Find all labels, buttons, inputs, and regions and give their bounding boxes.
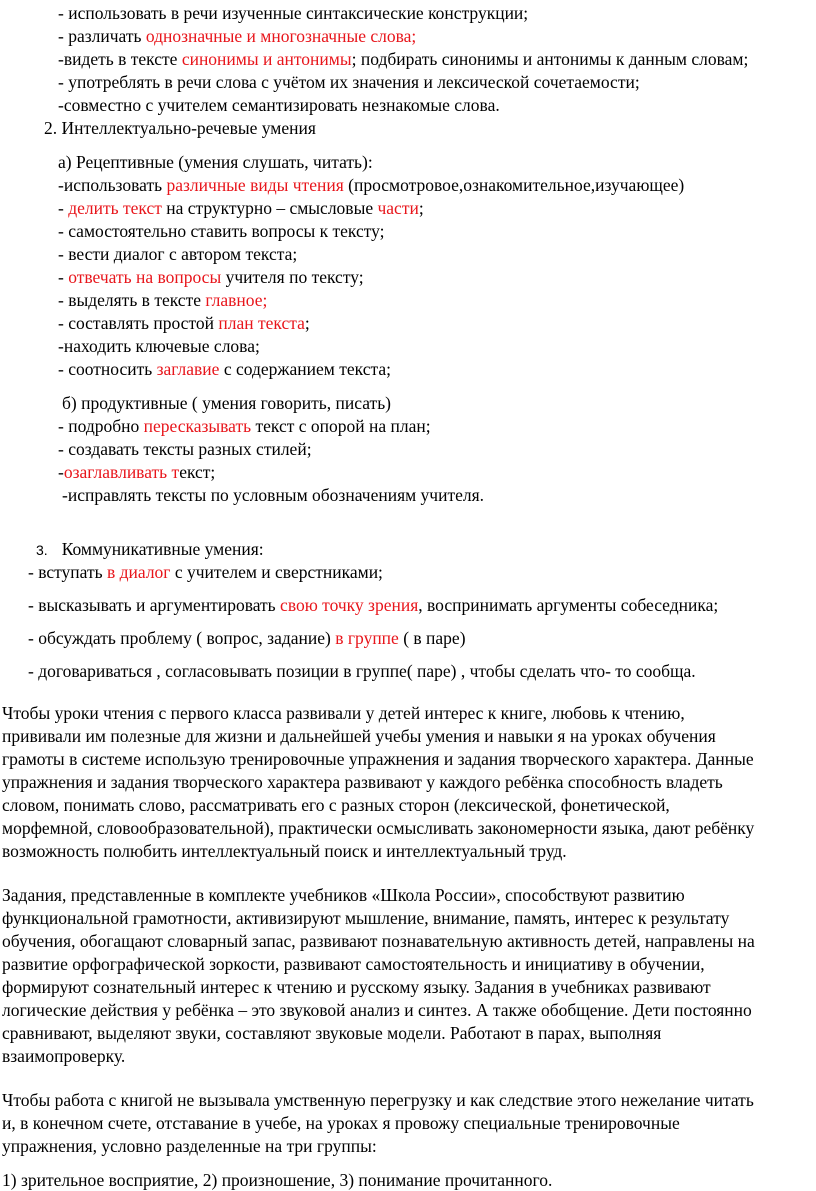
section-heading: 3. Коммуникативные умения: (36, 539, 264, 559)
list-item: - различать однозначные и многозначные слова; (58, 26, 417, 46)
list-item: -видеть в тексте синонимы и антонимы; подбирать синонимы и антонимы к данным словам; (58, 49, 749, 69)
highlight: различные виды чтения (166, 175, 344, 195)
list-item: - обсуждать проблему ( вопрос, задание) в группе ( в паре) (28, 628, 466, 648)
list-item: - создавать тексты разных стилей; (58, 439, 312, 459)
paragraph-line: формируют сознательный интерес к чтению и русскому языку. Задания в учебниках развивают (2, 977, 711, 997)
paragraph-line: и, в конечном счете, отставание в учебе, на уроках я провожу специальные тренировочные (2, 1113, 680, 1133)
highlight: заглавие (156, 359, 220, 379)
highlight: главное; (205, 290, 268, 310)
highlight: части (377, 198, 419, 218)
paragraph-line: сравнивают, выделяют звуки, составляют звуковые модели. Работают в парах, выполняя (2, 1023, 662, 1043)
list-item: - соотносить заглавие с содержанием текста; (58, 359, 391, 379)
highlight: озаглавливать т (63, 462, 180, 482)
list-item: - использовать в речи изученные синтаксические конструкции; (58, 3, 529, 23)
highlight: делить текст (68, 198, 162, 218)
paragraph-line: морфемной, словообразовательной), практически осмысливать закономерности языка, дают ребёнку (2, 818, 755, 838)
highlight: однозначные и многозначные слова; (145, 26, 417, 46)
paragraph-line: упражнения и задания творческого характера развивают у каждого ребёнка способность владеть (2, 772, 723, 792)
list-item: - употреблять в речи слова с учётом их значения и лексической сочетаемости; (58, 72, 640, 92)
section-heading: 2. Интеллектуально-речевые умения (44, 118, 316, 138)
paragraph-line: взаимопроверку. (2, 1046, 126, 1066)
paragraph-line: грамоты в системе использую тренировочные упражнения и задания творческого характера. Данные (2, 749, 754, 769)
paragraph-line: прививали им полезные для жизни и дальнейшей учебы умения и навыки я на уроках обучения (2, 726, 716, 746)
paragraph-line: Чтобы уроки чтения с первого класса развивали у детей интерес к книге, любовь к чтению, (2, 703, 685, 723)
list-item: -озаглавливать текст; (58, 462, 216, 482)
paragraph-line: упражнения, условно разделенные на три группы: (2, 1136, 377, 1156)
list-item: - высказывать и аргументировать свою точку зрения, воспринимать аргументы собеседника; (28, 595, 719, 615)
paragraph-line: логические действия у ребёнка – это звуковой анализ и синтез. А также обобщение. Дети постоянно (2, 1000, 752, 1020)
highlight: в диалог (106, 562, 171, 582)
paragraph-line: Задания, представленные в комплекте учебников «Школа России», способствуют развитию (2, 885, 685, 905)
subsection-heading: а) Рецептивные (умения слушать, читать): (58, 152, 373, 172)
highlight: свою точку зрения (280, 595, 419, 615)
list-item: - составлять простой план текста; (58, 313, 310, 333)
list-item: -исправлять тексты по условным обозначениям учителя. (62, 485, 485, 505)
paragraph-line: обучения, обогащают словарный запас, развивают познавательную активность детей, направлены на (2, 931, 755, 951)
list-item: - делить текст на структурно – смысловые части; (58, 198, 424, 218)
list-item: - подробно пересказывать текст с опорой на план; (58, 416, 431, 436)
list-item: - отвечать на вопросы учителя по тексту; (58, 267, 364, 287)
list-item: - договариваться , согласовывать позиции в группе( паре) , чтобы сделать что- то сообща. (28, 661, 696, 681)
highlight: план текста (218, 313, 305, 333)
section-number: 3. (36, 542, 48, 558)
list-item: - выделять в тексте главное; (58, 290, 268, 310)
paragraph-line: 1) зрительное восприятие, 2) произношение, 3) понимание прочитанного. (2, 1170, 553, 1190)
paragraph-line: словом, понимать слово, рассматривать его с разных сторон (лексической, фонетической, (2, 795, 670, 815)
list-item: - самостоятельно ставить вопросы к тексту; (58, 221, 385, 241)
subsection-heading: б) продуктивные ( умения говорить, писать) (62, 393, 392, 413)
paragraph-line: функциональной грамотности, активизируют мышление, внимание, память, интерес к результату (2, 908, 730, 928)
list-item: -совместно с учителем семантизировать незнакомые слова. (58, 95, 500, 115)
paragraph-line: Чтобы работа с книгой не вызывала умственную перегрузку и как следствие этого нежелание читать (2, 1090, 754, 1110)
list-item: - вести диалог с автором текста; (58, 244, 298, 264)
paragraph-line: возможность полюбить интеллектуальный поиск и интеллектуальный труд. (2, 841, 567, 861)
highlight: пересказывать (143, 416, 252, 436)
highlight: в группе (335, 628, 399, 648)
list-item: -использовать различные виды чтения (просмотровое,ознакомительное,изучающее) (58, 175, 685, 195)
highlight: синонимы и антонимы (181, 49, 352, 69)
highlight: отвечать на вопросы (68, 267, 222, 287)
list-item: -находить ключевые слова; (58, 336, 260, 356)
paragraph-line: развитие орфографической зоркости, развивают самостоятельность и инициативу в обучении, (2, 954, 705, 974)
list-item: - вступать в диалог с учителем и сверстниками; (28, 562, 383, 582)
